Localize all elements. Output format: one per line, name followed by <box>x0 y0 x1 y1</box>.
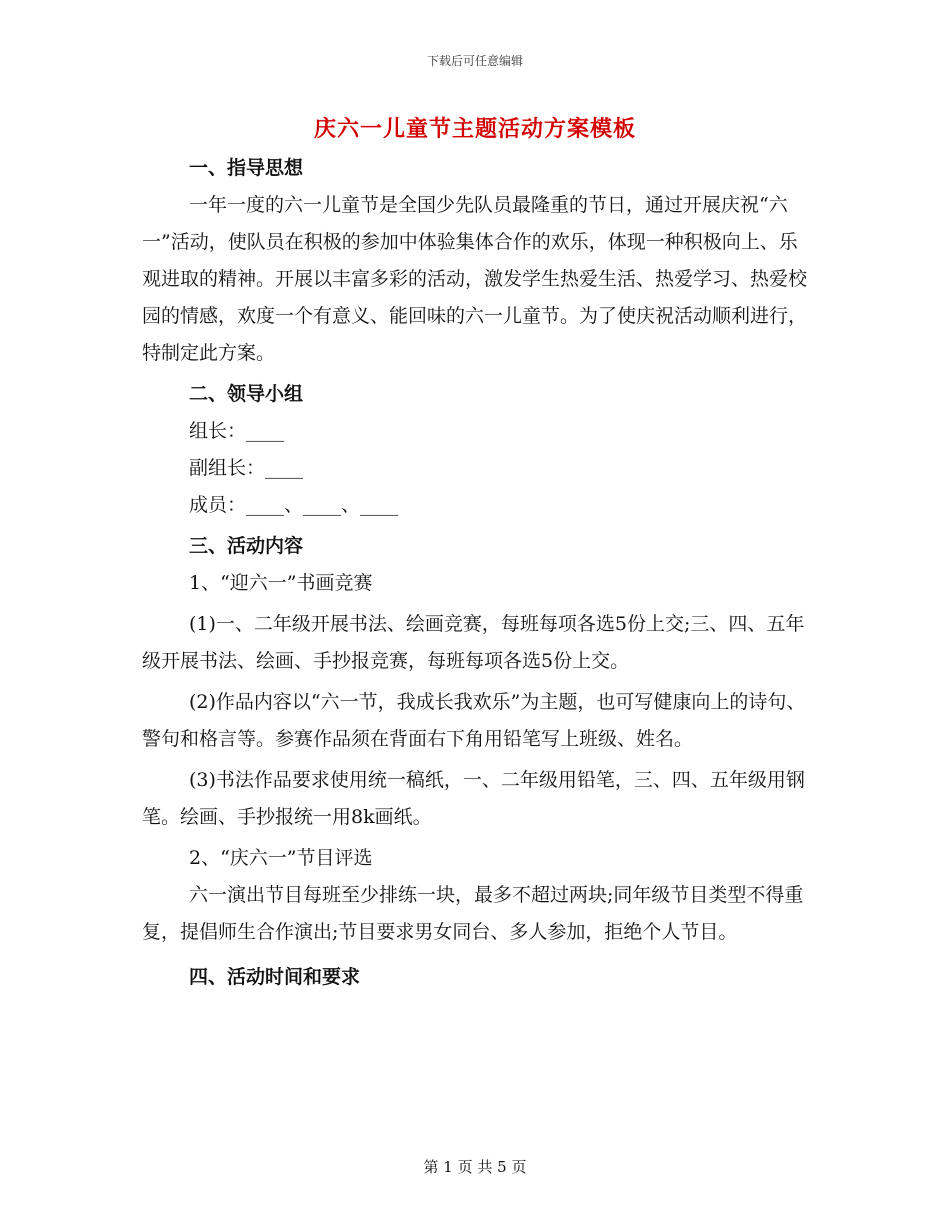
document-title: 庆六一儿童节主题活动方案模板 <box>313 116 636 142</box>
paragraph-contest-rule-1: (1)一、二年级开展书法、绘画竞赛，每班每项各选5份上交;三、四、五年级开展书法、绘画、手抄报竞赛，每班每项各选5份上交。 <box>142 613 805 672</box>
section-heading-leadership-group: 二、领导小组 <box>189 383 304 405</box>
paragraph-program-selection: 六一演出节目每班至少排练一块，最多不超过两块;同年级节目类型不得重复，提倡师生合作演出;节目要求男女同台、多人参加，拒绝个人节目。 <box>142 884 804 943</box>
page-header-note: 下载后可任意编辑 <box>426 54 523 68</box>
paragraph-guiding-ideology: 一年一度的六一儿童节是全国少先队员最隆重的节日，通过开展庆祝“六一”活动，使队员在积极的参加中体验集体合作的欢乐，体现一种积极向上、乐观进取的精神。开展以丰富多彩的活动，激发学生热爱生活、热爱学习、热爱校园的情感，欢度一个有意义、能回味的六一儿童节。为了使庆祝活动顺利进行，特制定此方案。 <box>142 194 808 364</box>
paragraph-contest-rule-2: (2)作品内容以“六一节，我成长我欢乐”为主题，也可写健康向上的诗句、警句和格言等。参赛作品须在背面右下角用铅笔写上班级、姓名。 <box>142 691 806 750</box>
subsection-title-calligraphy-contest: 1、“迎六一”书画竞赛 <box>189 572 373 594</box>
paragraph-contest-rule-3: (3)书法作品要求使用统一稿纸，一、二年级用铅笔，三、四、五年级用钢笔。绘画、手抄报统一用8k画纸。 <box>142 769 805 828</box>
section-heading-time-and-requirements: 四、活动时间和要求 <box>189 966 361 988</box>
section-heading-guiding-ideology: 一、指导思想 <box>189 157 304 179</box>
section-heading-activity-content: 三、活动内容 <box>189 535 304 557</box>
vice-leader-line: 副组长：____ <box>189 457 304 479</box>
document-body <box>142 150 810 996</box>
page-footer-page-number: 第 1 页 共 5 页 <box>423 1158 527 1176</box>
subsection-title-program-selection: 2、“庆六一”节目评选 <box>189 847 373 869</box>
members-line: 成员：____、____、____ <box>189 494 399 516</box>
leader-line: 组长：____ <box>189 420 285 442</box>
